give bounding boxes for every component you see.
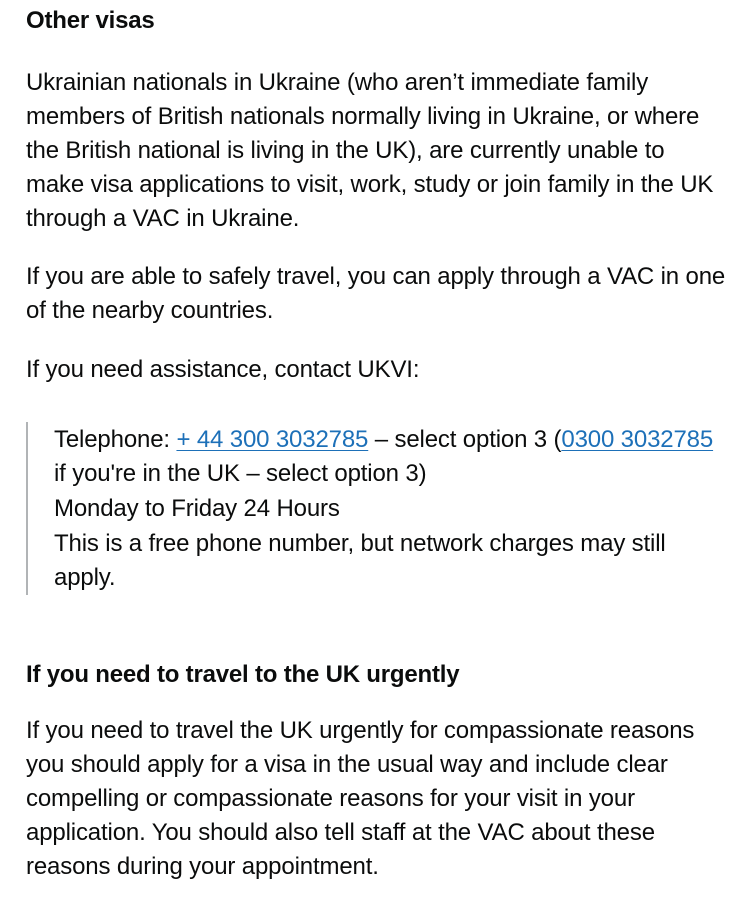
uk-phone-link[interactable]: 0300 3032785	[561, 426, 714, 453]
international-phone-link[interactable]: + 44 300 3032785	[176, 426, 369, 453]
call-charges-note: This is a free phone number, but network charges may still apply.	[54, 530, 666, 591]
heading-other-visas: Other visas	[26, 7, 155, 34]
opening-hours: Monday to Friday 24 Hours	[54, 495, 340, 522]
uk-phone-suffix: if you're in the UK – select option 3)	[54, 460, 427, 487]
paragraph-ukrainian-nationals: Ukrainian nationals in Ukraine (who aren’t immediate family members of British nationals normally living in Ukraine, or where the British national is living in the UK), are currently unable to make visa applications to visit, work, study or join family in the UK through a VAC in Ukraine.	[26, 69, 714, 232]
page-content	[26, 0, 726, 884]
international-phone-suffix: – select option 3 (	[368, 426, 562, 453]
heading-travel-urgently: If you need to travel to the UK urgently	[26, 661, 460, 688]
paragraph-need-assistance: If you need assistance, contact UKVI:	[26, 356, 420, 383]
contact-inset-text	[26, 422, 714, 595]
telephone-label: Telephone:	[54, 426, 177, 453]
paragraph-safely-travel: If you are able to safely travel, you can apply through a VAC in one of the nearby countries.	[26, 263, 726, 324]
telephone-line	[54, 422, 714, 491]
paragraph-compassionate-reasons: If you need to travel the UK urgently for compassionate reasons you should apply for a visa in the usual way and include clear compelling or compassionate reasons for your visit in your application. You should also tell staff at the VAC about these reasons during your appointment.	[26, 717, 695, 880]
